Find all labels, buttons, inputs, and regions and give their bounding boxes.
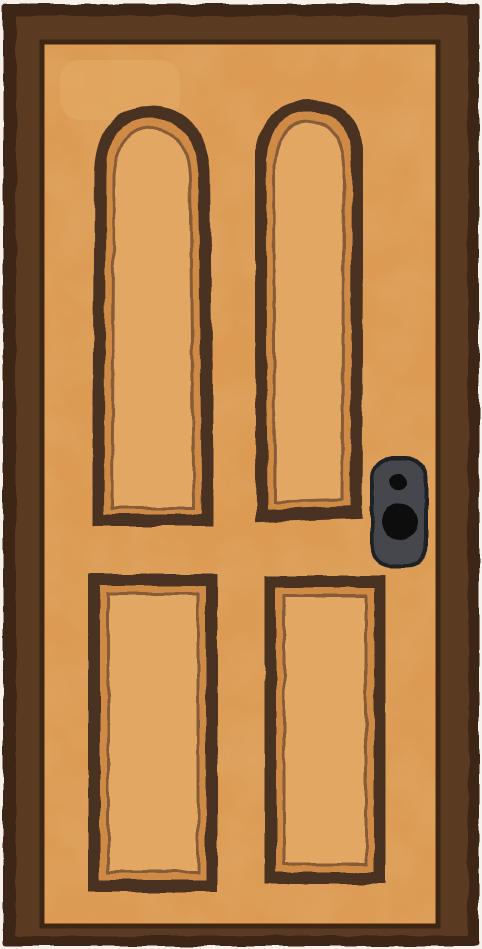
door-knob-screw-icon xyxy=(389,473,407,491)
panel-bottom-right-inner xyxy=(284,596,366,864)
keyhole-icon xyxy=(382,504,418,540)
panel-bottom-left-inner xyxy=(108,594,198,872)
panel-bottom-right xyxy=(270,582,380,878)
panel-top-left-inner xyxy=(112,128,194,508)
panel-top-right xyxy=(260,106,358,516)
panel-top-right-inner xyxy=(274,122,344,502)
panel-top-left xyxy=(98,112,208,520)
door-knob[interactable] xyxy=(372,458,426,566)
panel-bottom-left xyxy=(94,580,212,886)
